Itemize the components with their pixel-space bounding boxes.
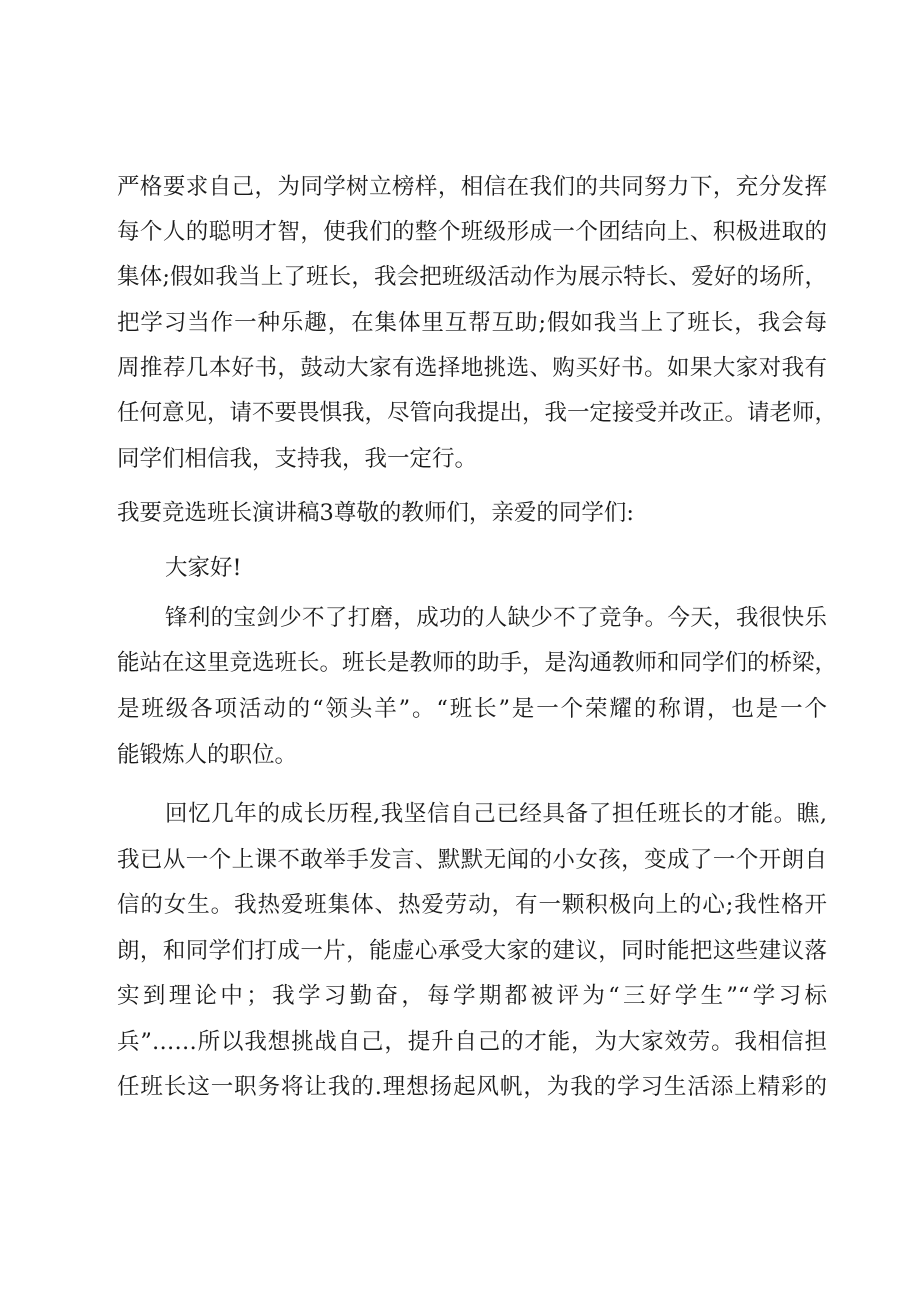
paragraph-line: 严格要求自己，为同学树立榜样，相信在我们的共同努力下，充分发挥 xyxy=(117,174,827,200)
paragraph-line: 能站在这里竞选班长。班长是教师的助手，是沟通教师和同学们的桥梁， xyxy=(117,650,838,676)
paragraph-line: 朗，和同学们打成一片，能虚心承受大家的建议，同时能把这些建议落 xyxy=(117,938,827,964)
greeting: 大家好! xyxy=(165,555,242,581)
paragraph-line: 实到理论中；我学习勤奋，每学期都被评为“三好学生”“学习标 xyxy=(117,983,827,1009)
paragraph-line: 同学们相信我，支持我，我一定行。 xyxy=(117,446,478,472)
paragraph-line: 信的女生。我热爱班集体、热爱劳动，有一颗积极向上的心;我性格开 xyxy=(117,892,827,918)
paragraph-line: 任班长这一职务将让我的.理想扬起风帆，为我的学习生活添上精彩的 xyxy=(117,1074,827,1100)
paragraph-line: 周推荐几本好书，鼓动大家有选择地挑选、购买好书。如果大家对我有 xyxy=(117,355,827,381)
paragraph-line: 锋利的宝剑少不了打磨，成功的人缺少不了竞争。今天，我很快乐 xyxy=(165,605,827,631)
paragraph-line: 我已从一个上课不敢举手发言、默默无闻的小女孩，变成了一个开朗自 xyxy=(117,847,827,873)
paragraph-line: 集体;假如我当上了班长，我会把班级活动作为展示特长、爱好的场所， xyxy=(117,264,827,290)
paragraph-line: 把学习当作一种乐趣，在集体里互帮互助;假如我当上了班长，我会每 xyxy=(117,310,827,336)
paragraph-line: 任何意见，请不要畏惧我，尽管向我提出，我一定接受并改正。请老师， xyxy=(117,400,838,426)
paragraph-line: 回忆几年的成长历程,我坚信自己已经具备了担任班长的才能。瞧, xyxy=(165,801,827,827)
section-heading: 我要竞选班长演讲稿3尊敬的教师们，亲爱的同学们: xyxy=(117,500,634,526)
paragraph-line: 每个人的聪明才智，使我们的整个班级形成一个团结向上、积极进取的 xyxy=(117,219,827,245)
paragraph-line: 是班级各项活动的“领头羊”。“班长”是一个荣耀的称谓，也是一个 xyxy=(117,696,827,722)
paragraph-line: 兵”……所以我想挑战自己，提升自己的才能，为大家效劳。我相信担 xyxy=(117,1029,827,1055)
paragraph-line: 能锻炼人的职位。 xyxy=(117,742,298,768)
